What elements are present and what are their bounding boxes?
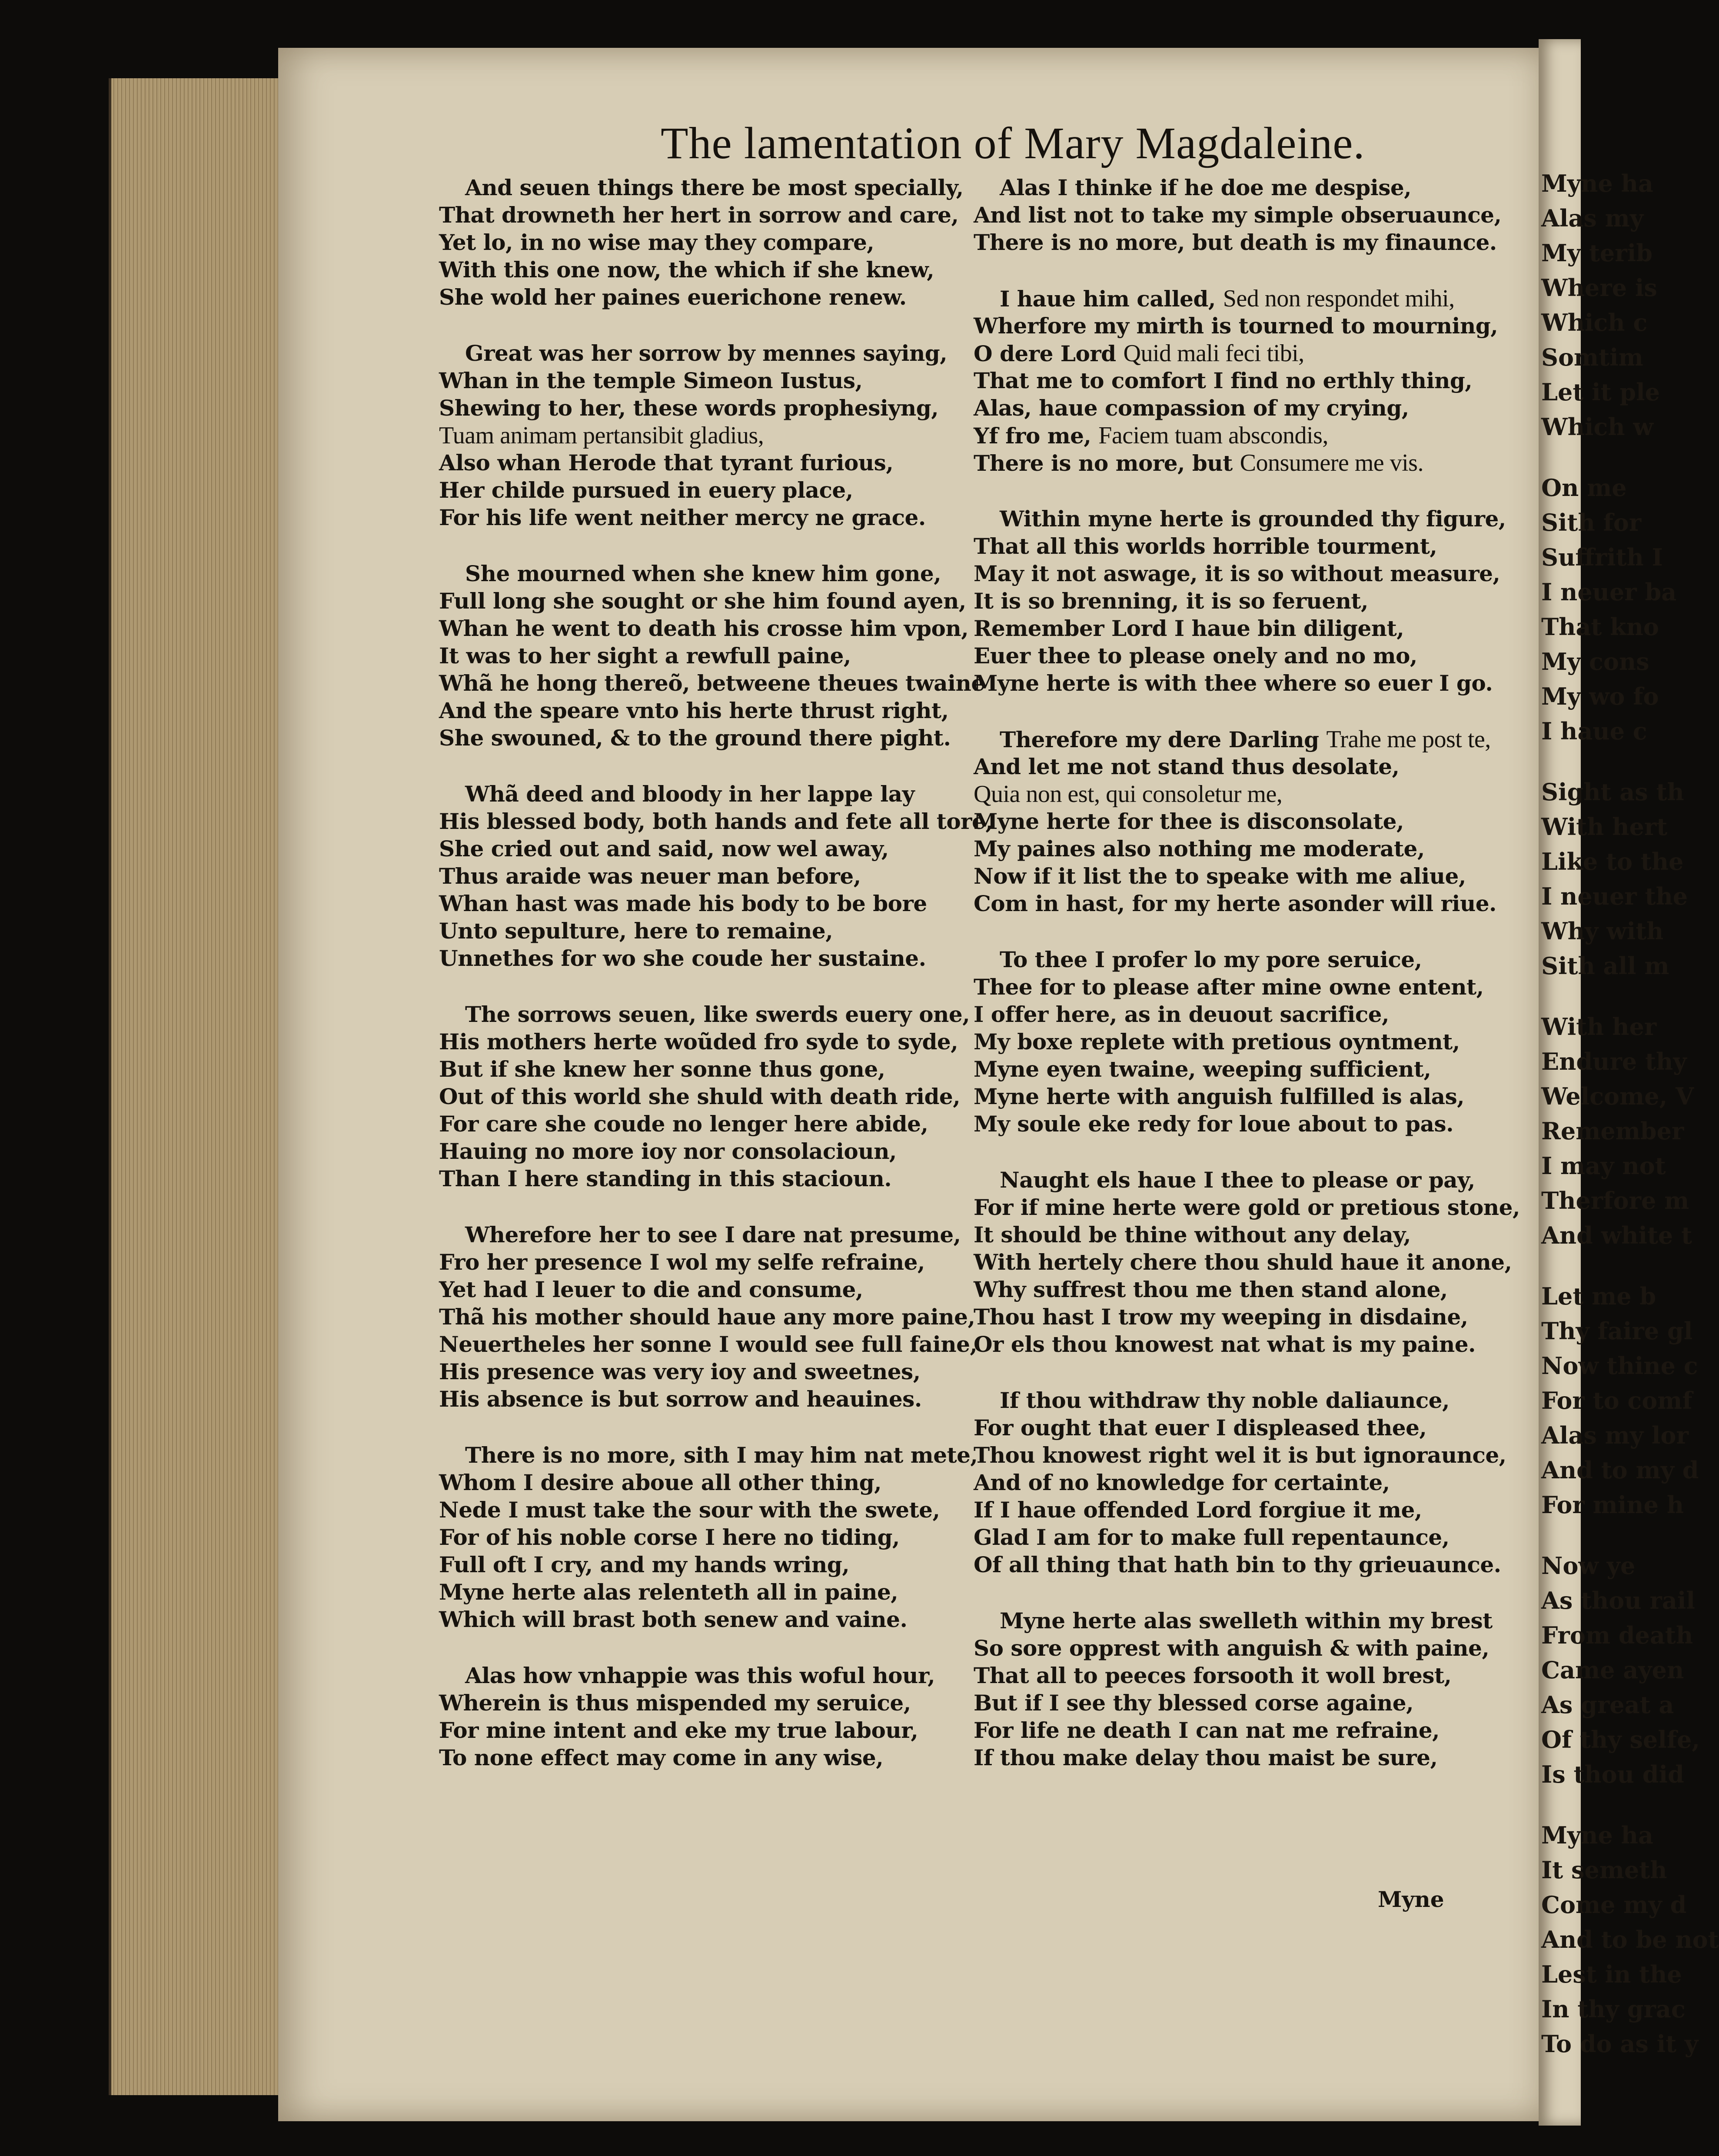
right-column-line: Therefore my dere Darling Trahe me post te, <box>1000 726 1491 753</box>
right-column-line: Thou knowest right wel it is but ignoraunce, <box>974 1442 1506 1468</box>
left-column-line: Myne herte alas relenteth all in paine, <box>439 1579 898 1605</box>
next-page-fragment-line: Came ayen <box>1541 1656 1684 1684</box>
next-page-fragment-line: That kno <box>1541 613 1659 641</box>
right-column-line: Euer thee to please onely and no mo, <box>974 643 1417 669</box>
left-column-line: And seuen things there be most specially, <box>465 175 964 200</box>
right-column-line: O dere Lord Quid mali feci tibi, <box>974 340 1304 367</box>
right-column-line: Myne eyen twaine, weeping sufficient, <box>974 1056 1431 1082</box>
left-column-line: His absence is but sorrow and heauines. <box>439 1386 922 1412</box>
right-column-line: That all this worlds horrible tourment, <box>974 533 1437 559</box>
right-column-line: So sore opprest with anguish & with paine, <box>974 1635 1490 1661</box>
left-column-line: She swouned, & to the ground there pight. <box>439 725 951 751</box>
right-column-line: My boxe replete with pretious oyntment, <box>974 1029 1460 1055</box>
left-column-line: Whan in the temple Simeon Iustus, <box>439 368 863 393</box>
next-page-fragment-line: Welcome, V <box>1541 1082 1694 1110</box>
left-column-line: It was to her sight a rewfull paine, <box>439 643 851 669</box>
left-column-line: Whan he went to death his crosse him vpon, <box>439 616 969 641</box>
right-column-line: For ought that euer I displeased thee, <box>974 1415 1427 1441</box>
left-column-line: Fro her presence I wol my selfe refraine, <box>439 1249 925 1275</box>
left-column-line: Full oft I cry, and my hands wring, <box>439 1552 850 1577</box>
left-column-line: Full long she sought or she him found ayen, <box>439 588 966 614</box>
next-page-fragment-line: Alas my lor <box>1541 1421 1689 1449</box>
left-column-line: Thã his mother should haue any more paine, <box>439 1304 975 1330</box>
next-page-fragment-line: Which c <box>1541 309 1648 336</box>
next-page-fragment-line: With her <box>1541 1013 1657 1041</box>
right-column-line: May it not aswage, it is so without measure, <box>974 561 1500 586</box>
next-page-fragment-line: From death <box>1541 1621 1693 1649</box>
next-page-fragment-line: Now ye <box>1541 1552 1636 1580</box>
left-column-line: Wherein is thus mispended my seruice, <box>439 1690 911 1716</box>
next-page-fragment-line: Somtim <box>1541 343 1643 371</box>
right-column-line: Yf fro me, Faciem tuam abscondis, <box>974 422 1328 449</box>
left-column-line: Whan hast was made his body to be bore <box>439 891 927 916</box>
next-page-fragment-line: As great a <box>1541 1691 1674 1719</box>
right-column-line: Wherfore my mirth is tourned to mourning, <box>974 313 1498 339</box>
left-column-line: She cried out and said, now wel away, <box>439 836 889 862</box>
left-column-line: His blessed body, both hands and fete all tore, <box>439 808 993 834</box>
right-column-line: It is so brenning, it is so feruent, <box>974 588 1368 614</box>
right-column-line: For if mine herte were gold or pretious stone, <box>974 1194 1520 1220</box>
right-column-line: But if I see thy blessed corse againe, <box>974 1690 1413 1716</box>
left-column-line: Tuam animam pertansibit gladius, <box>439 422 764 449</box>
next-page-fragment-line: Remember <box>1541 1117 1684 1145</box>
next-page-fragment-line: My cons <box>1541 648 1649 675</box>
left-column-line: And the speare vnto his herte thrust right, <box>439 698 949 723</box>
left-column-line: Yet had I leuer to die and consume, <box>439 1277 863 1302</box>
left-column-line: Her childe pursued in euery place, <box>439 477 853 503</box>
left-column-line: There is no more, sith I may him nat mete, <box>465 1442 978 1468</box>
right-column-line: Myne herte for thee is disconsolate, <box>974 808 1404 834</box>
right-column-line: Now if it list the to speake with me aliue, <box>974 863 1466 889</box>
next-page-fragment-line: Let it ple <box>1541 378 1660 406</box>
next-page-fragment-line: Come my d <box>1541 1891 1687 1919</box>
left-column-line: That drowneth her hert in sorrow and care, <box>439 202 959 228</box>
left-column-line: The sorrows seuen, like swerds euery one, <box>465 1001 970 1027</box>
next-page-fragment-line: Alas my <box>1541 204 1644 232</box>
next-page-fragment-line: I haue c <box>1541 717 1647 745</box>
right-column-line: Myne herte is with thee where so euer I go. <box>974 670 1493 696</box>
next-page-fragment-line: Suffrith I <box>1541 543 1663 571</box>
right-column-line: Remember Lord I haue bin diligent, <box>974 616 1404 641</box>
next-page-fragment-line: My wo fo <box>1541 682 1659 710</box>
right-column-line: If thou make delay thou maist be sure, <box>974 1745 1438 1770</box>
next-page-fragment-line: Myne ha <box>1541 170 1653 197</box>
left-column-line: With this one now, the which if she knew, <box>439 257 934 283</box>
right-column-line: If thou withdraw thy noble daliaunce, <box>1000 1387 1450 1413</box>
running-head: The lamentation of Mary Magdaleine. <box>661 118 1365 168</box>
next-page-fragment-line: In thy grac <box>1541 1995 1686 2023</box>
next-page-fragment-line: Thy faire gl <box>1541 1317 1693 1345</box>
right-column-line: And list not to take my simple obseruaunce, <box>974 202 1502 228</box>
left-column-line: Unto sepulture, here to remaine, <box>439 918 833 944</box>
right-column-line: To thee I profer lo my pore seruice, <box>1000 947 1422 972</box>
next-page-fragment-line: For to comf <box>1541 1387 1692 1414</box>
left-column-line: For his life went neither mercy ne grace. <box>439 505 926 530</box>
next-page-fragment-line: Where is <box>1541 274 1657 302</box>
next-page-fragment-line: It semeth <box>1541 1856 1667 1884</box>
left-column-line: But if she knew her sonne thus gone, <box>439 1056 885 1082</box>
left-column-line: Whã deed and bloody in her lappe lay <box>465 781 915 807</box>
right-column-line: And let me not stand thus desolate, <box>974 754 1400 779</box>
left-column-line: For of his noble corse I here no tiding, <box>439 1524 900 1550</box>
left-column-line: His presence was very ioy and sweetnes, <box>439 1359 921 1384</box>
left-column-line: Thus araide was neuer man before, <box>439 863 861 889</box>
left-column-line: Neuertheles her sonne I would see full faine, <box>439 1331 978 1357</box>
right-column-line: Quia non est, qui consoletur me, <box>974 781 1283 808</box>
next-page-fragment-line: Now thine c <box>1541 1352 1698 1380</box>
next-page-fragment-line: And to my d <box>1541 1456 1699 1484</box>
right-column-line: It should be thine without any delay, <box>974 1222 1411 1248</box>
left-column-line: Whã he hong thereõ, betweene theues twaine <box>439 670 985 696</box>
next-page-fragment-line: Lest in the <box>1541 1960 1682 1988</box>
left-column-line: Which will brast both senew and vaine. <box>439 1607 908 1632</box>
right-column-line: I haue him called, Sed non respondet mihi, <box>1000 285 1455 312</box>
left-column-line: Nede I must take the sour with the swete, <box>439 1497 940 1523</box>
left-column-line: Also whan Herode that tyrant furious, <box>439 450 894 476</box>
next-page-fragment-line: And to be not <box>1541 1926 1719 1953</box>
next-page-fragment-line: Like to the <box>1541 848 1684 875</box>
right-column-line: There is no more, but death is my finaunce. <box>974 230 1497 255</box>
left-column-line: Whom I desire aboue all other thing, <box>439 1470 882 1495</box>
right-column-line: Thou hast I trow my weeping in disdaine, <box>974 1304 1468 1330</box>
next-page-fragment-line: With hert <box>1541 813 1668 841</box>
right-column-line: I offer here, as in deuout sacrifice, <box>974 1001 1389 1027</box>
right-column-line: Com in hast, for my herte asonder will riue. <box>974 891 1496 916</box>
right-column-line: Alas I thinke if he doe me despise, <box>1000 175 1412 200</box>
right-column-line: Or els thou knowest nat what is my paine. <box>974 1331 1476 1357</box>
right-column-line: If I haue offended Lord forgiue it me, <box>974 1497 1422 1523</box>
right-column-line: That all to peeces forsooth it woll brest, <box>974 1663 1452 1688</box>
left-column-line: Alas how vnhappie was this woful hour, <box>465 1663 935 1688</box>
left-column-line: Out of this world she shuld with death ride, <box>439 1084 961 1109</box>
right-column-line: That me to comfort I find no erthly thing, <box>974 368 1473 393</box>
right-column-line: Naught els haue I thee to please or pay, <box>1000 1167 1475 1193</box>
right-column-line: Myne herte with anguish fulfilled is alas, <box>974 1084 1465 1109</box>
next-page-fragment-line: Sight as th <box>1541 778 1684 806</box>
right-column-line: My paines also nothing me moderate, <box>974 836 1425 862</box>
left-column-line: For care she coude no lenger here abide, <box>439 1111 928 1137</box>
left-column-line: Shewing to her, these words prophesiyng, <box>439 395 939 421</box>
left-column-line: She mourned when she knew him gone, <box>465 561 941 586</box>
next-page-fragment-line: And white t <box>1541 1221 1692 1249</box>
next-page-fragment-line: Of thy selfe, <box>1541 1726 1700 1753</box>
next-page-fragment-line: I neuer the <box>1541 882 1688 910</box>
next-page-fragment-line: Sith for <box>1541 509 1642 536</box>
left-column-line: Yet lo, in no wise may they compare, <box>439 230 874 255</box>
next-page-fragment-line: Therfore m <box>1541 1187 1689 1214</box>
book-page-edge <box>109 78 298 2095</box>
next-page-fragment-line: Let me b <box>1541 1282 1656 1310</box>
left-column-line: To none effect may come in any wise, <box>439 1745 884 1770</box>
next-page-fragment-line: I neuer ba <box>1541 578 1677 606</box>
next-page-fragment-line: For mine h <box>1541 1491 1684 1519</box>
next-page-fragment-line: I may not <box>1541 1152 1666 1180</box>
left-column-line: Than I here standing in this stacioun. <box>439 1166 892 1191</box>
right-column-line: With hertely chere thou shuld haue it anone, <box>974 1249 1512 1275</box>
right-column-line: Within myne herte is grounded thy figure, <box>1000 506 1506 532</box>
next-page-fragment-line: Is thou did <box>1541 1760 1684 1788</box>
left-column-line: Great was her sorrow by mennes saying, <box>465 340 948 366</box>
next-page-fragment-line: Endure thy <box>1541 1048 1687 1075</box>
right-column-line: And of no knowledge for certainte, <box>974 1470 1390 1495</box>
right-column-line: For life ne death I can nat me refraine, <box>974 1717 1440 1743</box>
next-page-fragment-line: Why with <box>1541 917 1664 945</box>
left-column-line: His mothers herte woũded fro syde to syde, <box>439 1029 958 1055</box>
next-page-fragment-line: My terib <box>1541 239 1653 267</box>
next-page-fragment <box>1539 39 1719 2126</box>
right-column-line: My soule eke redy for loue about to pas. <box>974 1111 1453 1137</box>
next-page-fragment-line: As thou rail <box>1541 1587 1695 1614</box>
next-page-fragment-line: Myne ha <box>1541 1821 1653 1849</box>
next-page-fragment-line: Sith all m <box>1541 952 1669 980</box>
right-column-line: Thee for to please after mine owne entent, <box>974 974 1484 1000</box>
right-column-line: Glad I am for to make full repentaunce, <box>974 1524 1450 1550</box>
catchword: Myne <box>1378 1886 1444 1912</box>
left-column-line: She wold her paines euerichone renew. <box>439 284 907 310</box>
left-column-line: Hauing no more ioy nor consolacioun, <box>439 1138 897 1164</box>
left-column-line: Wherefore her to see I dare nat presume, <box>465 1222 961 1248</box>
right-column-line: Of all thing that hath bin to thy grieuaunce. <box>974 1552 1501 1577</box>
right-column-line: Myne herte alas swelleth within my brest <box>1000 1608 1493 1634</box>
next-page-fragment-line: On me <box>1541 474 1627 502</box>
right-column-line: Alas, haue compassion of my crying, <box>974 395 1409 421</box>
left-column-line: For mine intent and eke my true labour, <box>439 1717 918 1743</box>
left-column-line: Unnethes for wo she coude her sustaine. <box>439 945 926 971</box>
next-page-fragment-line: Which w <box>1541 413 1653 441</box>
next-page-fragment-line: To do as it y <box>1541 2030 1699 2058</box>
right-column-line: Why suffrest thou me then stand alone, <box>974 1277 1448 1302</box>
right-column-line: There is no more, but Consumere me vis. <box>974 449 1423 476</box>
